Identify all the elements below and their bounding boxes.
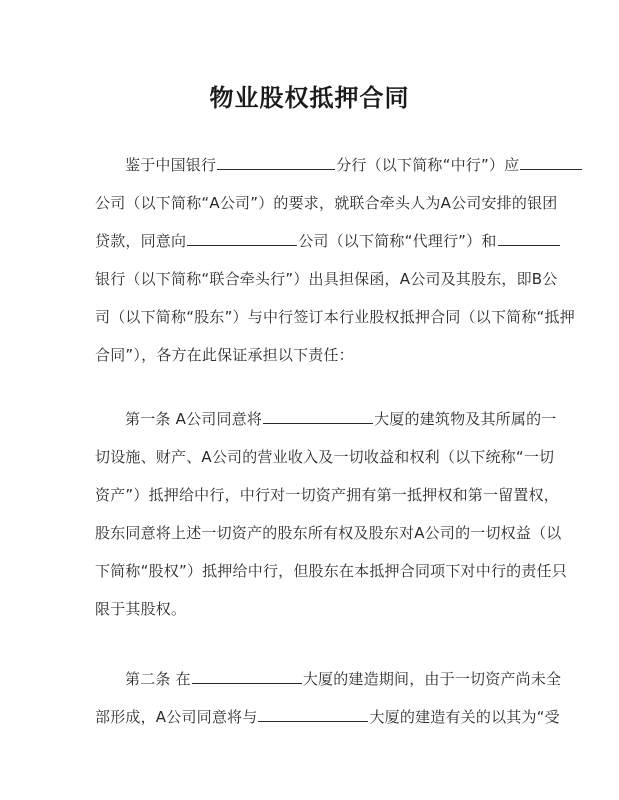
text-run: 公司（以下简称“代理行”）和 xyxy=(298,232,497,250)
text-run: 在 xyxy=(175,670,191,688)
text-run: A公司同意将 xyxy=(175,410,263,428)
fill-in-blank[interactable] xyxy=(217,155,335,170)
text-run: 大厦的建造期间，由于一切资产尚未全 xyxy=(302,670,562,688)
paragraph-preamble xyxy=(95,146,575,374)
document-line xyxy=(95,260,558,298)
document-line xyxy=(95,660,562,698)
fill-in-blank[interactable] xyxy=(258,707,368,722)
document-line xyxy=(95,476,559,514)
text-run: 合同”），各方在此保证承担以下责任： xyxy=(95,346,354,364)
text-run: 第二条 xyxy=(125,670,171,688)
paragraph-article-one xyxy=(95,400,567,628)
text-run: 限于其股权。 xyxy=(95,600,187,618)
fill-in-blank[interactable] xyxy=(498,231,560,246)
text-run: 部形成，A公司同意将与 xyxy=(95,708,258,726)
document-line xyxy=(95,298,575,336)
fill-in-blank[interactable] xyxy=(187,231,297,246)
fill-in-blank[interactable] xyxy=(192,669,302,684)
text-run: 公司（以下简称“A公司”）的要求，就联合牵头人为A公司安排的银团 xyxy=(95,194,558,212)
document-line xyxy=(95,438,555,476)
text-run: 分行（以下简称“中行”）应 xyxy=(336,156,520,174)
text-run: 第一条 xyxy=(125,410,171,428)
text-run: 资产”）抵押给中行，中行对一切资产拥有第一抵押权和第一留置权， xyxy=(95,486,559,504)
document-line xyxy=(95,184,558,222)
text-run: 下简称“股权”）抵押给中行，但股东在本抵押合同项下对中行的责任只 xyxy=(95,562,567,580)
document-line xyxy=(95,590,524,628)
document-line xyxy=(95,552,567,590)
text-run: 银行（以下简称“联合牵头行”）出具担保函，A公司及其股东，即B公 xyxy=(95,270,558,288)
document-line xyxy=(95,336,524,374)
paragraph-article-two xyxy=(95,660,562,736)
text-run: 鉴于中国银行 xyxy=(125,156,217,174)
text-run: 切设施、财产、A公司的营业收入及一切收益和权利（以下统称“一切 xyxy=(95,448,555,466)
text-run: 大厦的建造有关的以其为“受 xyxy=(369,708,560,726)
fill-in-blank[interactable] xyxy=(520,155,582,170)
page-title: 物业股权抵押合同 xyxy=(209,84,410,112)
text-run: 司（以下简称“股东”）与中行签订本行业股权抵押合同（以下简称“抵押 xyxy=(95,308,575,326)
document-line xyxy=(95,222,524,260)
document-line xyxy=(95,400,557,438)
document-line xyxy=(95,514,562,552)
text-run: 股东同意将上述一切资产的股东所有权及股东对A公司的一切权益（以 xyxy=(95,524,562,542)
document-line xyxy=(95,146,524,184)
text-run: 贷款，同意向 xyxy=(95,232,187,250)
fill-in-blank[interactable] xyxy=(263,409,373,424)
text-run: 大厦的建筑物及其所属的一 xyxy=(374,410,557,428)
document-line xyxy=(95,698,560,736)
